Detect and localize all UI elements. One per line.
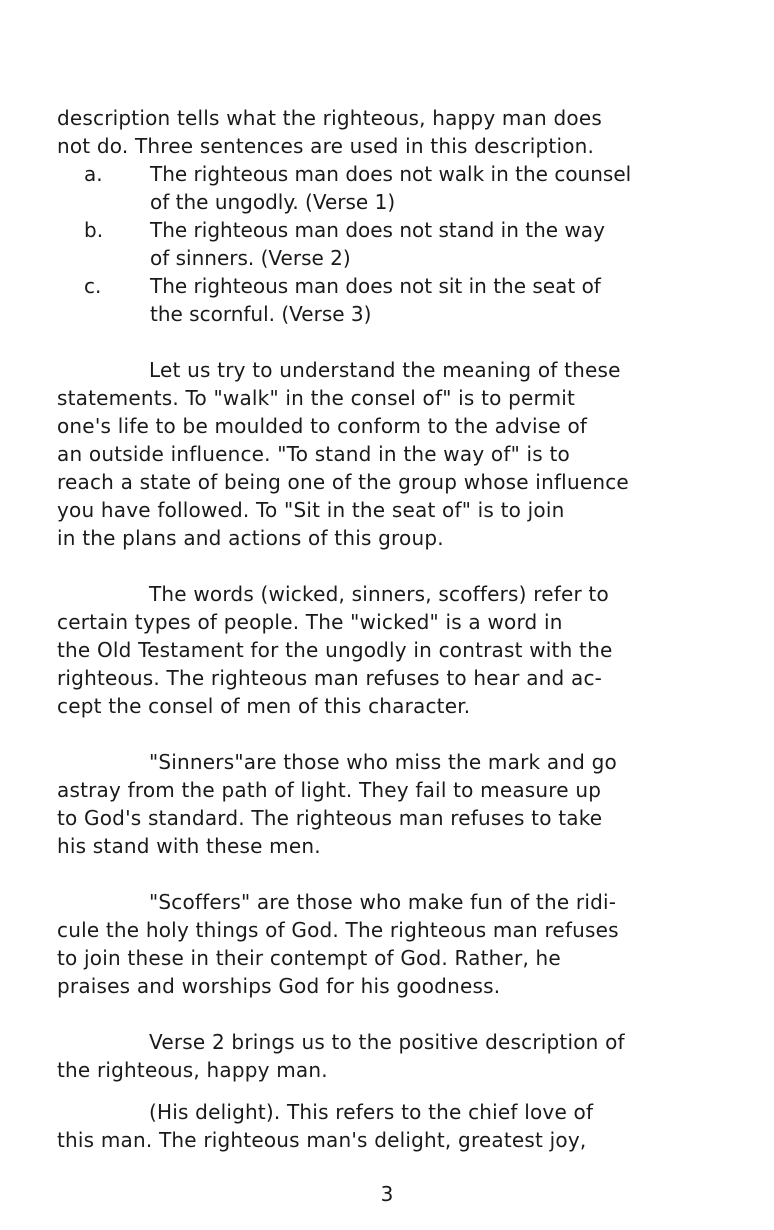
intro-paragraph <box>57 104 602 160</box>
text-line: The words (wicked, sinners, scoffers) refer to <box>149 582 609 606</box>
list-letter: a. <box>84 162 103 186</box>
paragraph-scoffers <box>57 888 619 1000</box>
text-line: statements. To "walk" in the consel of" is to permit <box>57 386 576 410</box>
list-letter: c. <box>84 274 102 298</box>
page-number: 3 <box>380 1182 394 1206</box>
text-line: astray from the path of light. They fail to measure up <box>57 778 602 802</box>
text-line: (His delight). This refers to the chief love of <box>149 1100 594 1124</box>
text-line: to God's standard. The righteous man refuses to take <box>57 806 603 830</box>
paragraph-words <box>57 580 612 720</box>
text-line: cule the holy things of God. The righteous man refuses <box>57 918 619 942</box>
text-line: this man. The righteous man's delight, greatest joy, <box>57 1128 587 1152</box>
text-line: an outside influence. "To stand in the way of" is to <box>57 442 570 466</box>
text-line: description tells what the righteous, happy man does <box>57 106 602 130</box>
text-line: his stand with these men. <box>57 834 321 858</box>
paragraph-verse-2 <box>57 1028 625 1084</box>
text-line: to join these in their contempt of God. Rather, he <box>57 946 561 970</box>
text-line: righteous. The righteous man refuses to hear and ac- <box>57 666 603 690</box>
text-line: in the plans and actions of this group. <box>57 526 444 550</box>
paragraph-meaning <box>57 356 629 552</box>
list-letter: b. <box>84 218 104 242</box>
paragraph-sinners <box>57 748 617 860</box>
text-line: the scornful. (Verse 3) <box>150 302 372 326</box>
text-line: praises and worships God for his goodness. <box>57 974 501 998</box>
text-line: cept the consel of men of this character. <box>57 694 471 718</box>
text-line: not do. Three sentences are used in this description. <box>57 134 595 158</box>
list-item-a <box>0 160 774 216</box>
text-line: "Scoffers" are those who make fun of the ridi- <box>149 890 617 914</box>
text-line: Verse 2 brings us to the positive description of <box>149 1030 625 1054</box>
text-line: The righteous man does not sit in the seat of <box>150 274 601 298</box>
text-line: "Sinners"are those who miss the mark and go <box>149 750 617 774</box>
text-line: the Old Testament for the ungodly in contrast with the <box>57 638 613 662</box>
text-line: reach a state of being one of the group whose influence <box>57 470 629 494</box>
text-line: Let us try to understand the meaning of these <box>149 358 621 382</box>
text-line: you have followed. To "Sit in the seat of" is to join <box>57 498 565 522</box>
text-line: certain types of people. The "wicked" is a word in <box>57 610 563 634</box>
text-line: The righteous man does not stand in the way <box>150 218 605 242</box>
text-line: The righteous man does not walk in the counsel <box>150 162 632 186</box>
text-line: one's life to be moulded to conform to the advise of <box>57 414 588 438</box>
text-line: of sinners. (Verse 2) <box>150 246 351 270</box>
paragraph-delight <box>57 1098 593 1154</box>
list-item-b <box>0 216 774 272</box>
text-line: the righteous, happy man. <box>57 1058 328 1082</box>
text-line: of the ungodly. (Verse 1) <box>150 190 396 214</box>
list-item-c <box>0 272 774 328</box>
